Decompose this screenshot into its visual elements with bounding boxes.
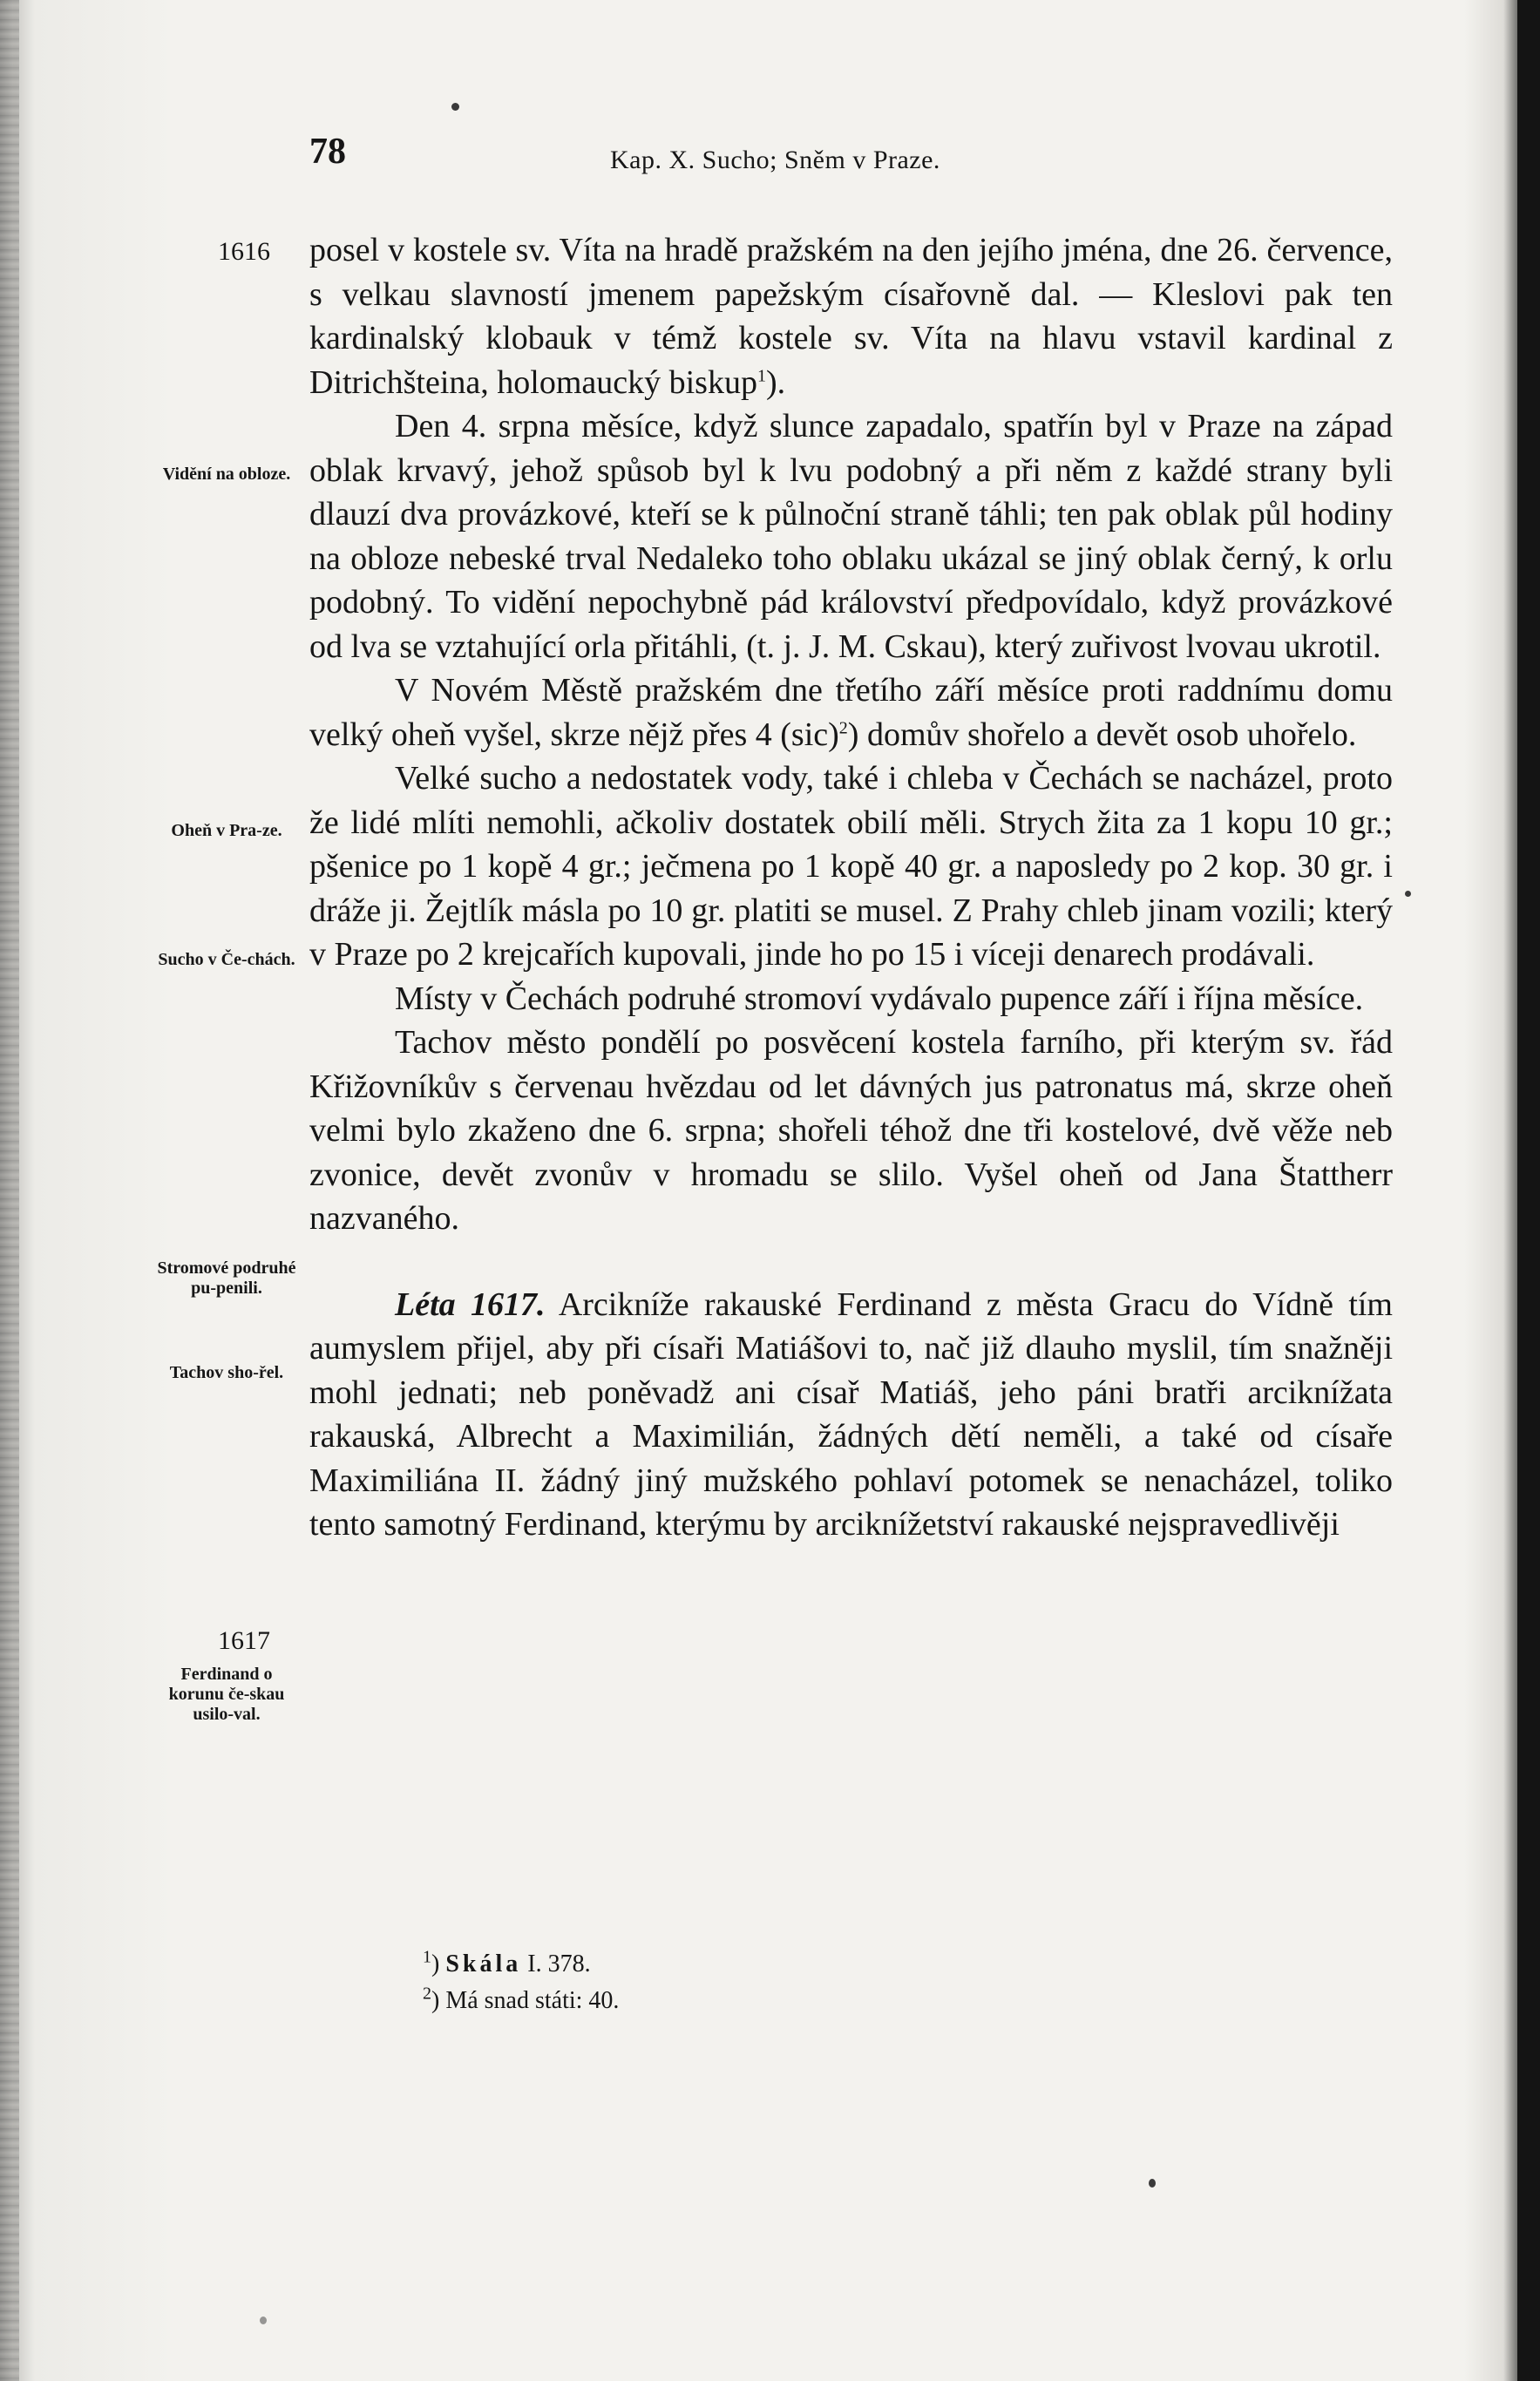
margin-note-trees: Stromové podruhé pu-penili. [157,1258,296,1298]
footnote: $^2$) Má snad státi: 40. [423,1984,620,2014]
footnotes [423,1946,619,2019]
scan-speck [260,2317,267,2324]
margin-note-ferdinand: Ferdinand o korunu če-skau usilo-val. [168,1665,285,1724]
scan-speck [1149,2179,1156,2188]
footnote-ref[interactable]: 2 [838,717,848,737]
margin-year-1617: 1617 [218,1626,270,1655]
paragraph: Místy v Čechách podruhé stromoví vydávalo pupence září i října měsíce. [395,980,1364,1017]
running-head: Kap. X. Sucho; Sněm v Praze. [610,146,940,174]
paragraph: Velké sucho a nedostatek vody, také i chleba v Čechách se nacházel, proto že lidé mlíti nemohli, ačkoliv dostatek obilí měli. Strych žita za 1 kopu 10 gr.; pšenice po 1 kopě 4 gr.; ječmena po 1 kopě 40 gr. a naposledy po 2 kop. 30 gr. i dráže ji. Žejtlík másla po 10 gr. platiti se musel. Z Prahy chleb jinam vozili; který v Praze po 2 krejcařích kupovali, jinde ho po 15 i víceji denarech prodávali. [309,760,1393,973]
scan-speck [1405,891,1411,897]
margin-note-drought: Sucho v Če-chách. [158,950,295,969]
margin-year-1616: 1616 [218,237,270,266]
margin-note-fire: Oheň v Pra-ze. [171,821,282,840]
paragraph: Léta 1617. Arcikníže rakauské Ferdinand z města Gracu do Vídně tím aumyslem přijel, aby při císaři Matiášovi to, nač již dlauho myslil, tím snažněji mohl jednati; neb poněvadž ani císař Matiáš, jeho páni bratři arciknížata rakauská, Albrecht a Maximilián, žádných dětí neměli, a také od císaře Maximiliána II. žádný jiný mužského pohlaví potomek se nenacházel, toliko tento samotný Ferdinand, kterýmu by arciknížetství rakauské nejspravedlivěji [309,1285,1393,1543]
paragraph: posel v kostele sv. Víta na hradě pražském na den jejího jména, dne 26. července, s velkau slavností jmenem papežským císařovně dal. — Kleslovi pak ten kardinalský klobauk v témž kostele sv. Víta na hlavu vstavil kardinal z Ditrichšteina, holomaucký biskup$^1$). [309,232,1393,401]
page-number: 78 [309,132,346,172]
main-text [309,228,1393,1547]
footnote-ref[interactable]: 1 [756,365,766,385]
paragraph: Tachov město pondělí po posvěcení kostela farního, při kterým sv. řád Křižovníkův s červenau hvězdau od let dávných jus patronatus má, skrze oheň velmi bylo zkaženo dne 6. srpna; shořeli téhož dne tři kostelové, dvě věže neb zvonice, devět zvonův v hromadu se slilo. Vyšel oheň od Jana Štattherr nazvaného. [309,1024,1393,1237]
paragraph: Den 4. srpna měsíce, když slunce zapadalo, spatřín byl v Praze na západ oblak krvavý, jehož spůsob byl k lvu podobný a při něm z každé strany byli dlauzí dva provázkové, kteří se k půlnoční straně táhli; ten pak oblak půl hodiny na obloze nebeské trval Nedaleko toho oblaku ukázal se jiný oblak černý, k orlu podobný. To vidění nepochybně pád království předpovídalo, když provázkové od lva se vztahující orla přitáhli, (t. j. J. M. Cskau), který zuřivost lvovau ukrotil. [309,408,1393,665]
paragraph: V Novém Městě pražském dne třetího září měsíce proti raddnímu domu velký oheň vyšel, skrze nějž přes 4 (sic)$^2$) domův shořelo a devět osob uhořelo. [309,672,1393,753]
margin-note-tachov: Tachov sho-řel. [169,1363,284,1382]
scan-speck [451,103,459,111]
margin-note-vision: Vidění na obloze. [162,465,291,484]
page-header [309,131,1399,183]
year-heading: Léta 1617. [395,1285,546,1323]
footnote: $^1$) Skála I. 378. [423,1947,591,1977]
